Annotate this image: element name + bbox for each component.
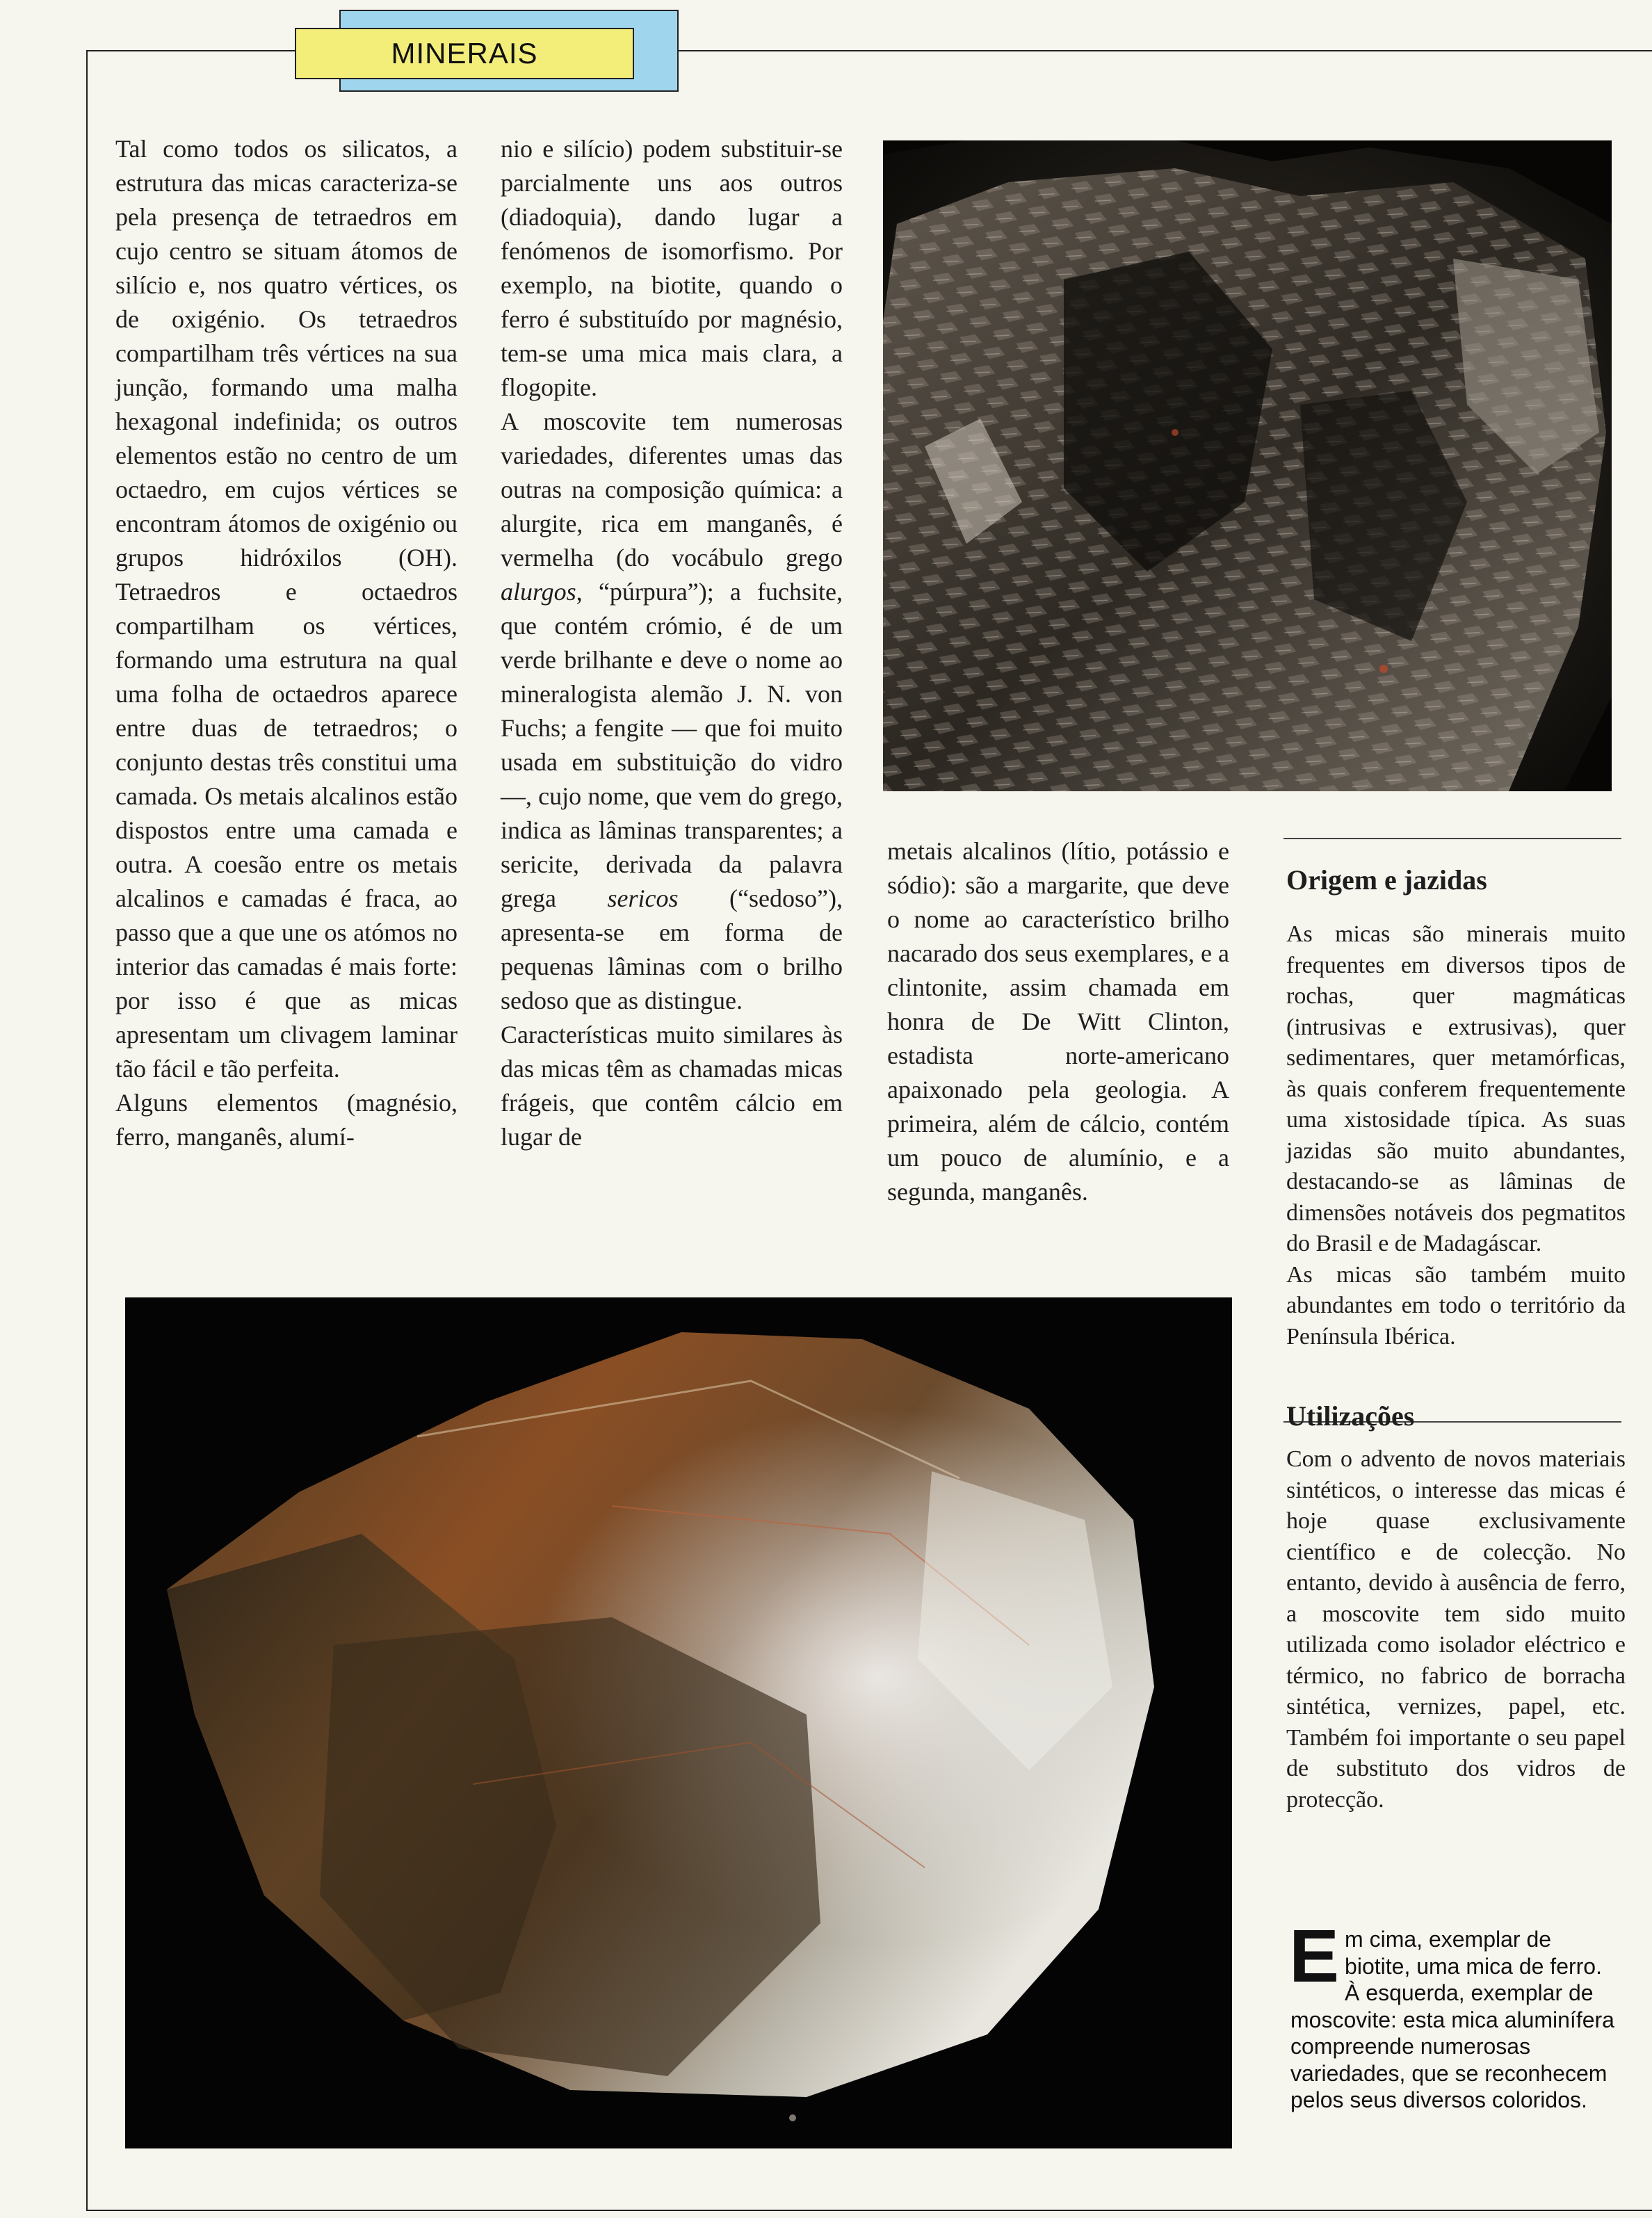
biotite-specimen-image bbox=[883, 140, 1612, 791]
caption-text: m cima, exemplar de biotite, uma mica de ferro. À esquerda, exemplar de moscovite: esta mica aluminífera compreende numerosas variedades, que se reconhecem pelos seus diversos coloridos. bbox=[1290, 1927, 1614, 2112]
origin-heading: Origem e jazidas bbox=[1286, 864, 1487, 896]
text-run: A moscovite tem numerosas variedades, diferentes umas das outras na composição química: a alurgite, rica em manganês, é vermelha (do vocábulo grego bbox=[501, 407, 843, 572]
moscovite-specimen-image bbox=[125, 1297, 1232, 2148]
text-run: , “púrpura”); a fuchsite, que contém crómio, é de um verde brilhante e deve o nome ao mineralogista alemão J. N. von Fuchs; a fengite — que foi muito usada em substituição do vidro —, cujo nome, que vem do grego, indica as lâminas transparentes; a sericite, derivada da palavra grega bbox=[501, 578, 843, 912]
caption-dropcap: E bbox=[1289, 1913, 1340, 1998]
body-column-2 bbox=[501, 132, 843, 1154]
section-label: MINERAIS bbox=[391, 37, 538, 70]
body-column-3 bbox=[887, 834, 1229, 1209]
body-paragraph: nio e silício) podem substituir-se parcialmente uns aos outros (diadoquia), dando lugar a fenómenos de isomorfismo. Por exemplo, na biotite, quando o ferro é substituído por magnésio, tem-se uma mica mais clara, a flogopite. bbox=[501, 135, 843, 401]
body-column-1 bbox=[115, 132, 457, 1154]
uses-heading: Utilizações bbox=[1286, 1400, 1415, 1432]
photo-caption bbox=[1289, 1913, 1617, 2114]
origin-paragraph: As micas são também muito abundantes em todo o território da Península Ibérica. bbox=[1286, 1261, 1626, 1350]
body-paragraph: Tal como todos os silicatos, a estrutura das micas caracteriza-se pela presença de tetraedros em cujo centro se situam átomos de silício e, nos quatro vértices, os de oxigénio. Os tetraedros compartilham três vértices na sua junção, formando uma malha hexagonal indefinida; os outros elementos estão no centro de um octaedro, em cujos vértices se encontram átomos de oxigénio ou grupos hidróxilos (OH). Tetraedros e octaedros compartilham os vértices, formando uma estrutura na qual uma folha de octaedros aparece entre duas de tetraedros; o conjunto destas três constitui uma camada. Os metais alcalinos estão dispostos entre uma camada e outra. A coesão entre os metais alcalinos e camadas é fraca, ao passo que a que une os atómos no interior das camadas é mais forte: por isso é que as micas apresentam um clivagem laminar tão fácil e tão perfeita. bbox=[115, 135, 457, 1083]
uses-paragraph: Com o advento de novos materiais sintéticos, o interesse das micas é hoje quase exclusivamente científico e de colecção. No entanto, devido à ausência de ferro, a moscovite tem sido muito utilizada como isolador eléctrico e térmico, no fabrico de borracha sintética, vernizes, papel, etc. Também foi importante o seu papel de substituto dos vidros de protecção. bbox=[1286, 1446, 1626, 1813]
biotite-photo bbox=[883, 140, 1612, 791]
moscovite-photo bbox=[125, 1297, 1232, 2148]
body-paragraph: metais alcalinos (lítio, potássio e sódio): são a margarite, que deve o nome ao característico brilho nacarado dos seus exemplares, e a clintonite, assim chamada em honra de De Witt Clinton, estadista norte-americano apaixonado pela geologia. A primeira, além de cálcio, contém um pouco de alumínio, e a segunda, manganês. bbox=[887, 837, 1229, 1206]
body-paragraph bbox=[501, 405, 843, 1018]
body-paragraph: Características muito similares às das micas têm as chamadas micas frágeis, que contêm cálcio em lugar de bbox=[501, 1021, 843, 1151]
section-rule bbox=[1283, 838, 1621, 839]
section-tab bbox=[295, 28, 634, 79]
text-run: (“sedoso”), apresenta-se em forma de pequenas lâminas com o brilho sedoso que as distingue. bbox=[501, 884, 843, 1014]
sidebar-column bbox=[1286, 862, 1626, 1815]
italic-term: alurgos bbox=[501, 578, 576, 606]
italic-term: sericos bbox=[607, 884, 679, 912]
body-paragraph: Alguns elementos (magnésio, ferro, manganês, alumí- bbox=[115, 1089, 457, 1151]
origin-paragraph: As micas são minerais muito frequentes em diversos tipos de rochas, quer magmáticas (intrusivas e extrusivas), quer sedimentares, quer metamórficas, às quais conferem frequentemente uma xistosidade típica. As suas jazidas são muito abundantes, destacando-se as lâminas de dimensões notáveis dos pegmatitos do Brasil e de Madagáscar. bbox=[1286, 921, 1626, 1256]
